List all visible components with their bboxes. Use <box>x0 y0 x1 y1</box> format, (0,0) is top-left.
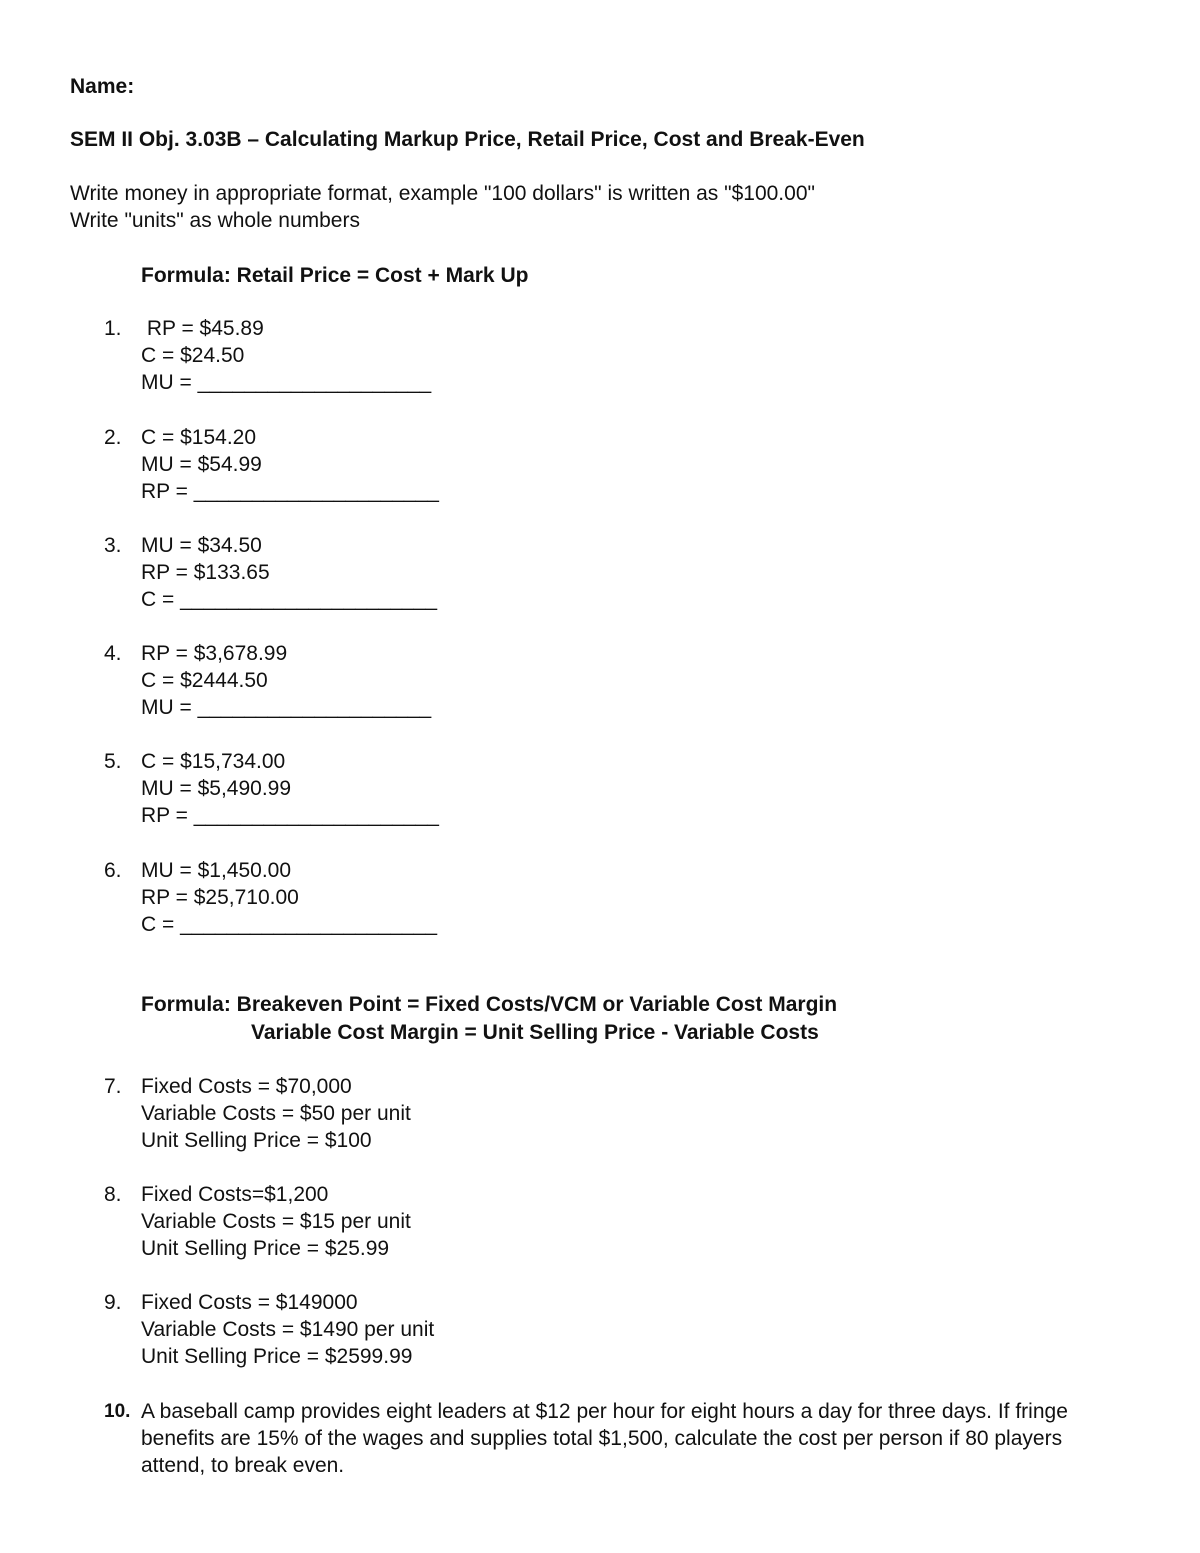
answer-blank-rp: RP = _____________________ <box>141 480 439 503</box>
problem-number: 5. <box>104 750 122 773</box>
answer-blank-rp: RP = _____________________ <box>141 804 439 827</box>
given-mu: MU = $1,450.00 <box>141 859 292 882</box>
problem-number: 10. <box>104 1401 131 1422</box>
problem-number: 4. <box>104 642 122 665</box>
given-rp: RP = $3,678.99 <box>141 642 288 665</box>
given-unit-selling-price: Unit Selling Price = $25.99 <box>141 1237 390 1260</box>
given-mu: MU = $54.99 <box>141 453 262 476</box>
problem-number: 3. <box>104 534 122 557</box>
given-unit-selling-price: Unit Selling Price = $2599.99 <box>141 1345 413 1368</box>
page-title: SEM II Obj. 3.03B – Calculating Markup Price, Retail Price, Cost and Break-Even <box>70 128 865 151</box>
given-variable-costs: Variable Costs = $15 per unit <box>141 1210 411 1233</box>
problem-number: 2. <box>104 426 122 449</box>
answer-blank-c: C = ______________________ <box>141 588 438 611</box>
given-mu: MU = $5,490.99 <box>141 777 292 800</box>
given-rp: RP = $25,710.00 <box>141 886 299 909</box>
formula-breakeven-point: Formula: Breakeven Point = Fixed Costs/VCM or Variable Cost Margin <box>141 993 838 1016</box>
formula-retail-price: Formula: Retail Price = Cost + Mark Up <box>141 264 529 287</box>
given-c: C = $2444.50 <box>141 669 268 692</box>
problem-number: 6. <box>104 859 122 882</box>
formula-variable-cost-margin: Variable Cost Margin = Unit Selling Price - Variable Costs <box>251 1021 819 1044</box>
problem-number: 7. <box>104 1075 122 1098</box>
given-unit-selling-price: Unit Selling Price = $100 <box>141 1129 372 1152</box>
given-mu: MU = $34.50 <box>141 534 262 557</box>
answer-blank-c: C = ______________________ <box>141 913 438 936</box>
answer-blank-mu: MU = ____________________ <box>141 371 432 394</box>
name-label: Name: <box>70 75 135 98</box>
given-c: C = $154.20 <box>141 426 257 449</box>
instruction-units: Write "units" as whole numbers <box>70 209 360 232</box>
problem-number: 9. <box>104 1291 122 1314</box>
given-rp: RP = $45.89 <box>141 317 264 340</box>
problem-number: 1. <box>104 317 122 340</box>
answer-blank-mu: MU = ____________________ <box>141 696 432 719</box>
given-rp: RP = $133.65 <box>141 561 270 584</box>
word-problem-text: A baseball camp provides eight leaders at $12 per hour for eight hours a day for three days. If fringe benefits are 15% of the wages and supplies total $1,500, calculate the cost per person if 80 players attend, to break even. <box>141 1400 1068 1477</box>
given-fixed-costs: Fixed Costs=$1,200 <box>141 1183 329 1206</box>
given-variable-costs: Variable Costs = $50 per unit <box>141 1102 411 1125</box>
instruction-money-format: Write money in appropriate format, example "100 dollars" is written as "$100.00" <box>70 182 815 205</box>
given-c: C = $15,734.00 <box>141 750 286 773</box>
problem-number: 8. <box>104 1183 122 1206</box>
given-variable-costs: Variable Costs = $1490 per unit <box>141 1318 435 1341</box>
given-c: C = $24.50 <box>141 344 245 367</box>
given-fixed-costs: Fixed Costs = $149000 <box>141 1291 358 1314</box>
given-fixed-costs: Fixed Costs = $70,000 <box>141 1075 352 1098</box>
